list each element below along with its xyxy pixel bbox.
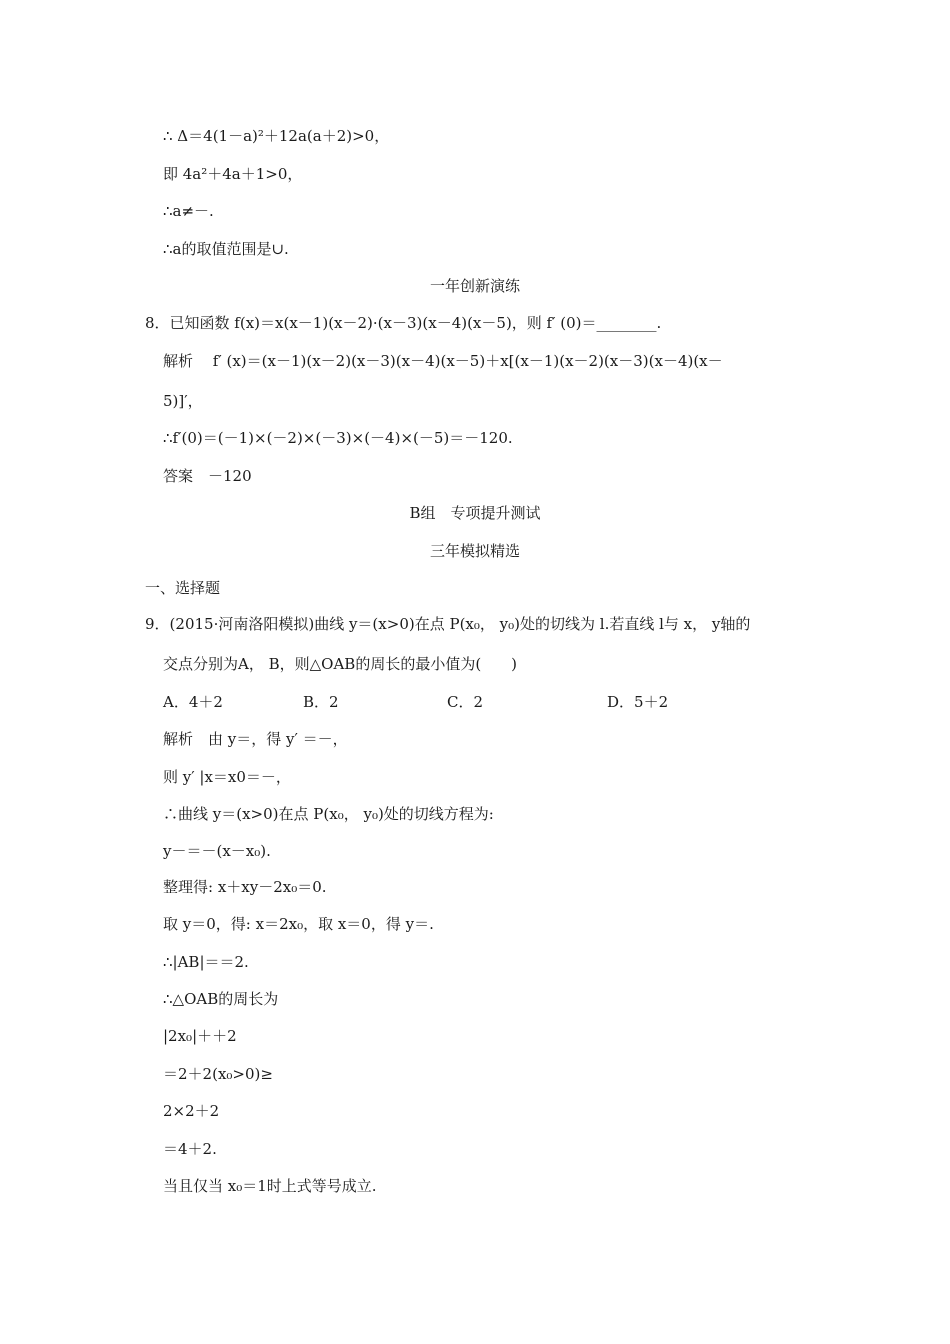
text-line: 交点分别为A， B，则△OAB的周长的最小值为( ) [163,655,518,673]
text-line: 2×2＋2 [163,1102,220,1120]
text-line: ∴a的取值范围是∪. [163,240,289,258]
subsection-heading: 一、选择题 [145,579,221,597]
option-a: A．4＋2 [163,693,223,711]
text-line: |2x₀|＋＋2 [163,1027,237,1045]
text-line: 当且仅当 x₀＝1时上式等号成立. [163,1177,377,1195]
text-line: ∴曲线 y＝(x>0)在点 P(x₀， y₀)处的切线方程为: [163,805,494,823]
text-line: ＝2＋2(x₀>0)≥ [163,1065,273,1083]
text-line: ∴|AB|＝＝2. [163,953,249,971]
option-b: B．2 [303,693,339,711]
section-heading: B组 专项提升测试 [409,504,541,522]
text-line: 则 y′ |x＝x0＝－， [163,768,291,786]
text-line: 解析 f′ (x)＝(x－1)(x－2)(x－3)(x－4)(x－5)＋x[(x－1)(x－2)(x－3)(x－4)(x－ [163,352,723,370]
option-d: D．5＋2 [607,693,669,711]
text-line: 取 y＝0，得: x＝2x₀，取 x＝0，得 y＝. [163,915,434,933]
text-line: ∴a≠－. [163,202,214,220]
text-line: ∴f′(0)＝(－1)×(－2)×(－3)×(－4)×(－5)＝－120. [163,429,513,447]
problem-8: 8．已知函数 f(x)＝x(x－1)(x－2)·(x－3)(x－4)(x－5)，则 f′ (0)＝________. [145,314,662,332]
answer-line: 答案 －120 [163,467,252,485]
text-line: 解析 由 y＝，得 y′ ＝－， [163,730,348,748]
section-heading: 一年创新演练 [429,277,520,295]
text-line: ＝4＋2. [163,1140,217,1158]
section-heading: 三年模拟精选 [429,542,520,560]
text-line: 即 4a²＋4a＋1>0， [163,165,303,183]
text-line: ∴ Δ＝4(1－a)²＋12a(a＋2)>0， [163,127,390,145]
text-line: y－＝－(x－x₀). [163,842,271,860]
problem-9: 9．(2015·河南洛阳模拟)曲线 y＝(x>0)在点 P(x₀， y₀)处的切线为 l.若直线 l与 x， y轴的 [145,615,751,633]
option-c: C．2 [447,693,484,711]
text-line: 5)]′， [163,392,203,410]
text-line: ∴△OAB的周长为 [163,990,279,1008]
text-line: 整理得: x＋xy－2x₀＝0. [163,878,327,896]
